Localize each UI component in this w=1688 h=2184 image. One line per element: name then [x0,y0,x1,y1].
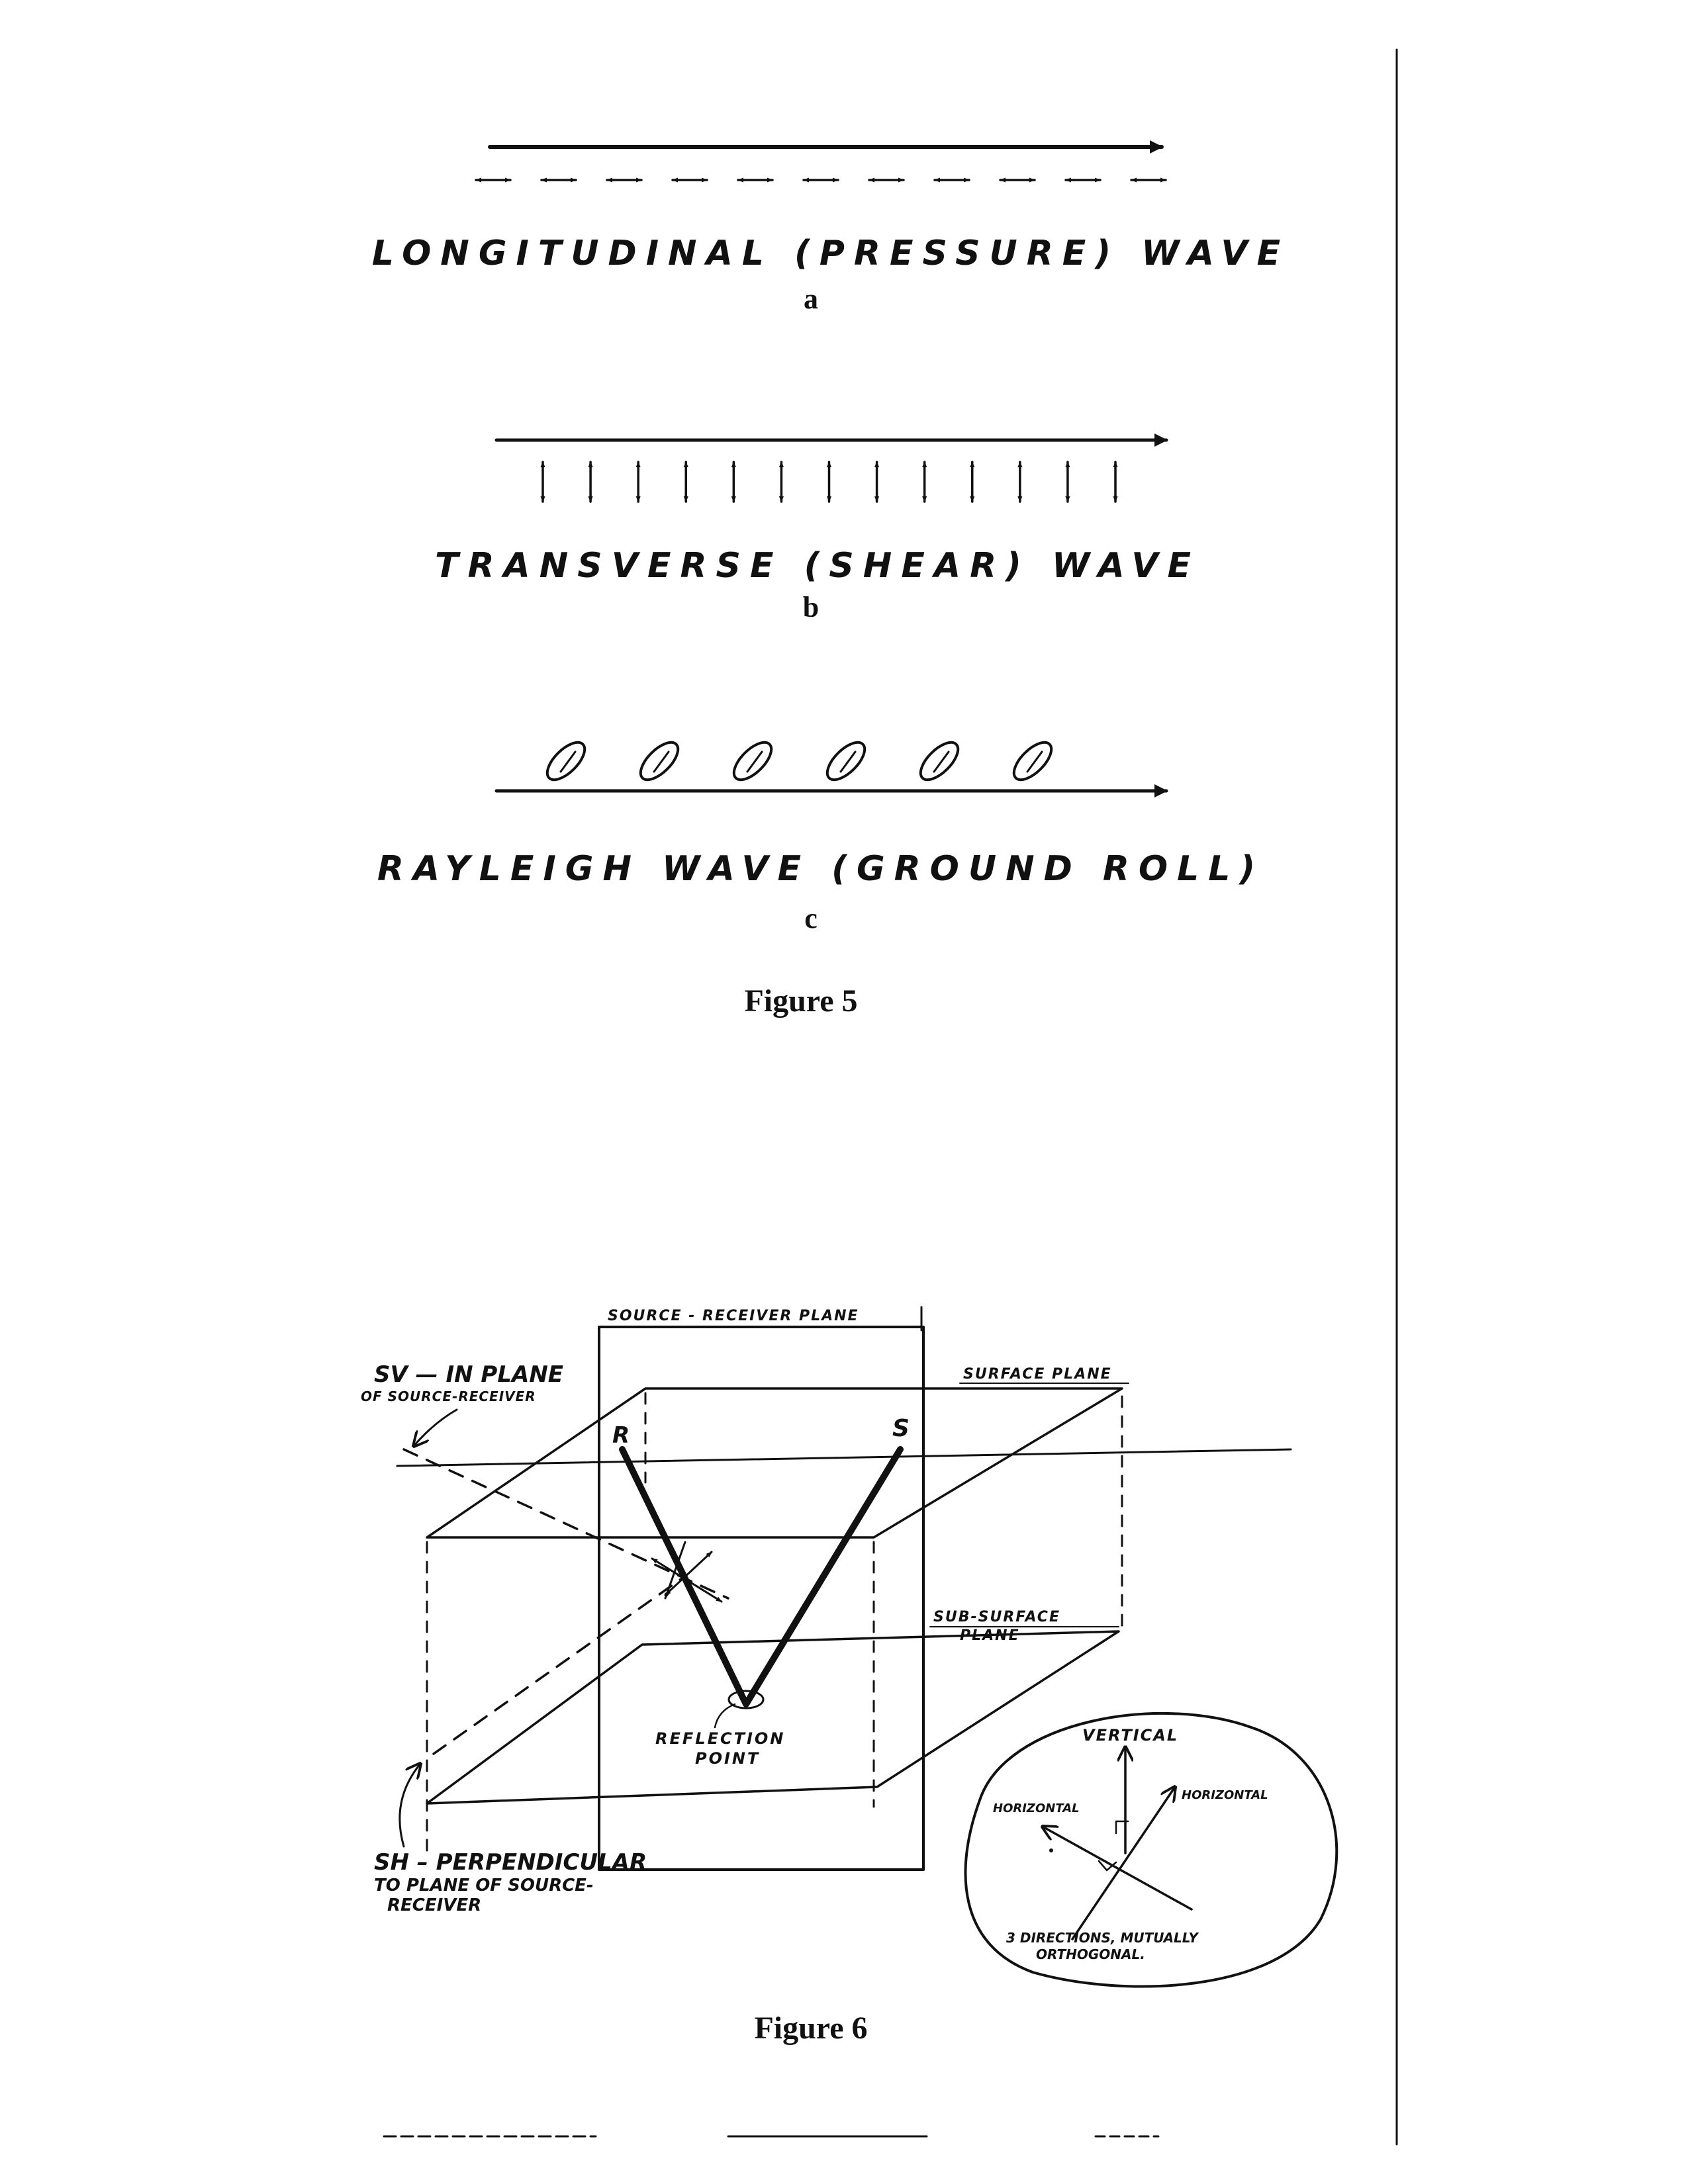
subsurface-plane-label-line2: PLANE [960,1627,1020,1644]
surface-plane-label: SURFACE PLANE [963,1366,1112,1383]
ground-line [397,1449,1291,1466]
sh-label-line2: TO PLANE OF SOURCE- [374,1876,594,1895]
reflection-point-label-line2: POINT [695,1749,761,1768]
panel-b-label: TRANSVERSE (SHEAR) WAVE [434,546,1201,586]
elliptical-orbit [821,737,871,786]
orthogonal-directions-inset [966,1713,1337,1987]
reflection-point-label-line1: REFLECTION [655,1729,786,1748]
panel-a-letter: a [804,283,818,315]
panel-c-letter: c [804,902,818,934]
elliptical-motion-marks [541,737,1058,786]
sv-label-line2: OF SOURCE-RECEIVER [361,1388,536,1404]
reflection-leader [715,1704,735,1727]
source-receiver-plane-label: SOURCE - RECEIVER PLANE [608,1308,859,1324]
horizontal-right-label: HORIZONTAL [1182,1788,1268,1802]
inset-note-line2: ORTHOGONAL. [1036,1946,1145,1962]
figure5-caption: Figure 5 [744,983,858,1019]
panel-rayleigh-wave [377,737,1264,934]
inset-dot [1049,1848,1053,1852]
elliptical-orbit [635,737,684,786]
horizontal-axis-right [1072,1787,1175,1939]
elliptical-orbit [541,737,591,786]
sh-dashed-ray [434,1578,682,1754]
figure6 [361,1307,1336,2046]
subsurface-plane-label-line1: SUB-SURFACE [933,1609,1060,1625]
panel-longitudinal-wave [372,147,1289,315]
figure5 [372,147,1289,1019]
sh-leader [400,1764,420,1846]
panel-b-letter: b [802,591,820,623]
sv-leader [414,1410,457,1446]
receiver-label: R [612,1422,630,1449]
inset-note-line1: 3 DIRECTIONS, MUTUALLY [1006,1930,1198,1946]
panel-transverse-wave [435,440,1200,623]
sh-label-line3: RECEIVER [387,1895,482,1915]
horizontal-axis-left [1043,1827,1192,1909]
reflected-ray-path [622,1449,900,1704]
sh-label-line1: SH – PERPENDICULAR [374,1849,647,1876]
elliptical-orbit [728,737,778,786]
particle-motion-marks [543,462,1115,502]
panel-a-label: LONGITUDINAL (PRESSURE) WAVE [371,234,1290,273]
elliptical-orbit [915,737,964,786]
elliptical-orbit [1008,737,1058,786]
panel-c-label: RAYLEIGH WAVE (GROUND ROLL) [377,849,1265,889]
horizontal-left-label: HORIZONTAL [993,1801,1080,1815]
source-label: S [892,1415,910,1442]
vertical-label: VERTICAL [1082,1726,1179,1745]
sv-label-line1: SV — IN PLANE [374,1361,563,1388]
figure6-caption: Figure 6 [754,2011,868,2046]
